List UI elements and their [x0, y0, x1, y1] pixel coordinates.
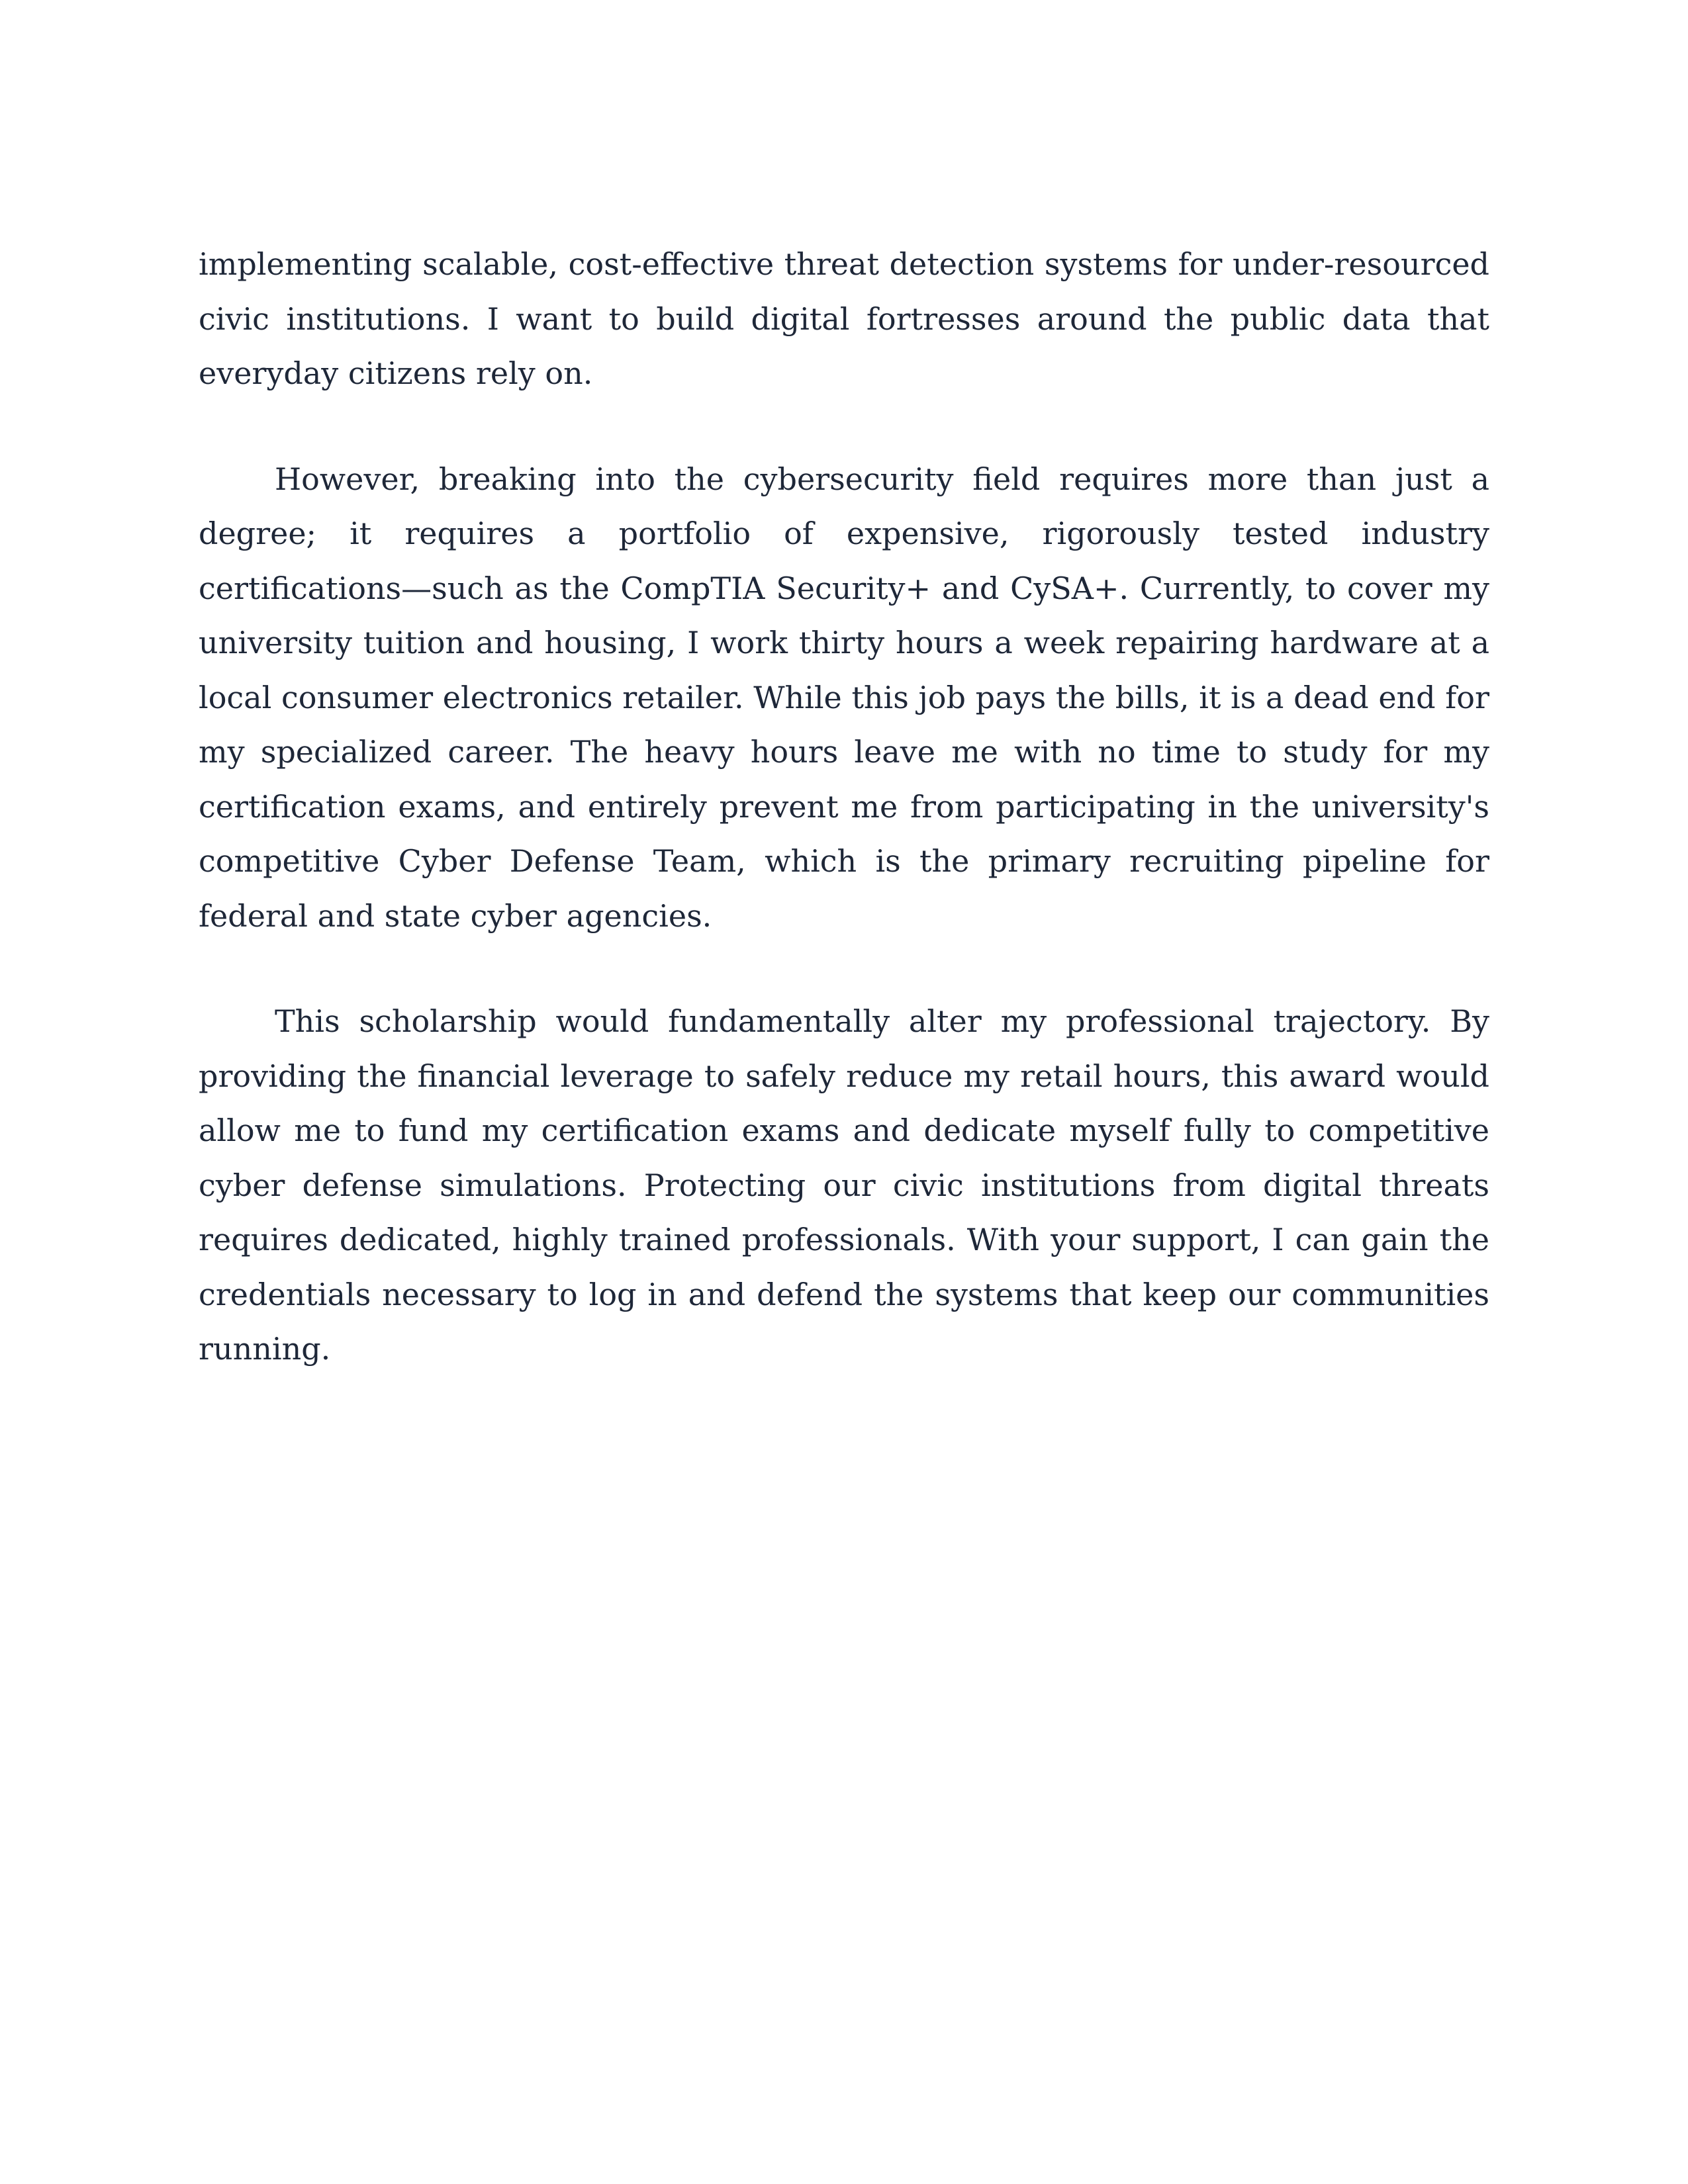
paragraph-certifications: However, breaking into the cybersecurity field requires more than just a degree; it requires a portfolio of expensive, rigorously tested industry certifications—such as the CompTIA Security+ and CySA+. Currently, to cover my university tuition and housing, I work thirty hours a week repairing hardware at a local consumer electronics retailer. While this job pays the bills, it is a dead end for my specialized career. The heavy hours leave me with no time to study for my certification exams, and entirely prevent me from participating in the university's competitive Cyber Defense Team, which is the primary recruiting pipeline for federal and state cyber agencies.: [199, 461, 1489, 934]
paragraph-scholarship-impact: This scholarship would fundamentally alter my professional trajectory. By providing the financial leverage to safely reduce my retail hours, this award would allow me to fund my certification exams and dedicate myself fully to competitive cyber defense simulations. Protecting our civic institutions from digital threats requires dedicated, highly trained professionals. With your support, I can gain the credentials necessary to log in and defend the systems that keep our communities running.: [199, 1003, 1489, 1367]
paragraph-continuation: implementing scalable, cost-effective threat detection systems for under-resourced civic institutions. I want to build digital fortresses around the public data that everyday citizens rely on.: [199, 246, 1489, 391]
essay-body: [199, 237, 1489, 1428]
